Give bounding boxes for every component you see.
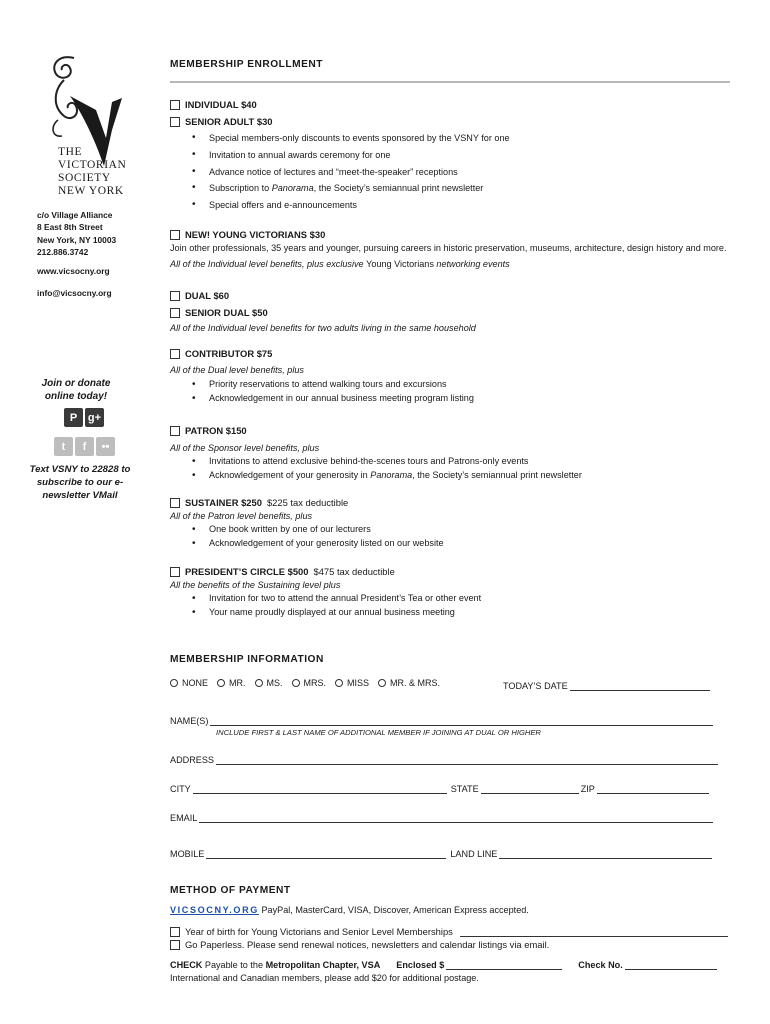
benefit-item: • Special offers and e-announcements — [192, 197, 510, 214]
option-label: NONE — [182, 678, 209, 688]
heading-divider — [170, 81, 730, 83]
benefit-item: • Advance notice of lectures and “meet-the-speaker” receptions — [192, 164, 510, 181]
enrollment-heading: MEMBERSHIP ENROLLMENT — [170, 59, 323, 70]
field-label: TODAY’S DATE — [503, 681, 568, 691]
field-label: EMAIL — [170, 813, 198, 823]
field-label: Go Paperless. Please send renewal notices, newsletters and calendar listings via email. — [185, 939, 550, 950]
benefit-item: • Acknowledgement in our annual business meeting program listing — [192, 392, 474, 406]
checkbox[interactable] — [170, 498, 180, 508]
donate-icons — [64, 408, 104, 427]
online-payment-link[interactable]: VICSOCNY.ORG — [170, 905, 259, 915]
check-number-line[interactable] — [625, 961, 717, 970]
tier-label: SUSTAINER $250 — [185, 497, 262, 508]
desc-text: networking events — [433, 259, 510, 269]
sustainer-benefits — [192, 523, 444, 550]
check-number-label: Check No. — [578, 960, 623, 970]
field-label: MOBILE — [170, 849, 205, 859]
benefit-item: • One book written by one of our lecturers — [192, 523, 444, 537]
field-label: NAME(S) — [170, 716, 209, 726]
text-line: subscribe to our e- — [36, 477, 124, 488]
benefit-item: • Special members-only discounts to events sponsored by the VSNY for one — [192, 130, 510, 147]
option-label: MISS — [347, 678, 370, 688]
title-option-ms[interactable] — [255, 678, 283, 688]
tier-senior-dual[interactable] — [170, 307, 268, 318]
title-option-none[interactable] — [170, 678, 208, 688]
benefit-item: • Invitation to annual awards ceremony for one — [192, 147, 510, 164]
tax-note: $475 tax deductible — [313, 566, 395, 577]
tier-label: PRESIDENT’S CIRCLE $500 — [185, 566, 309, 577]
checkbox[interactable] — [170, 927, 180, 937]
enclosed-amount-line[interactable] — [446, 961, 562, 970]
birth-year-field[interactable] — [170, 926, 730, 937]
twitter-icon[interactable]: t — [54, 437, 73, 456]
join-line: Join or donate — [41, 378, 111, 389]
tier-presidents-circle[interactable] — [170, 566, 395, 577]
benefit-text: Panorama — [271, 183, 314, 194]
tier-dual[interactable] — [170, 290, 229, 301]
title-option-mr-mrs[interactable] — [378, 678, 440, 688]
field-label: ZIP — [580, 784, 595, 794]
google-plus-icon[interactable]: g+ — [85, 408, 104, 427]
checkbox[interactable] — [170, 567, 180, 577]
individual-benefits — [192, 130, 510, 214]
text-line: newsletter VMail — [42, 490, 118, 501]
join-donate-text — [28, 377, 124, 403]
benefit-item: • Priority reservations to attend walking tours and excursions — [192, 378, 474, 392]
field-label: Year of birth for Young Victorians and Senior Level Memberships — [185, 926, 453, 937]
presidents-benefits — [192, 592, 481, 619]
benefit-item: • Invitation for two to attend the annual President’s Tea or other event — [192, 592, 481, 606]
checkbox[interactable] — [170, 940, 180, 950]
address-input-line[interactable] — [216, 756, 718, 765]
benefit-item: • Invitations to attend exclusive behind-the-scenes tours and Patrons-only events — [192, 455, 582, 469]
tier-label: INDIVIDUAL $40 — [185, 99, 257, 110]
payment-methods-text: PayPal, MasterCard, VISA, Discover, American Express accepted. — [261, 905, 529, 915]
tier-label: PATRON $150 — [185, 425, 247, 436]
payment-heading: METHOD OF PAYMENT — [170, 885, 291, 896]
benefit-text: Acknowledgement of your generosity in — [209, 469, 371, 480]
desc-text: All of the Individual level benefits, plus exclusive — [170, 259, 367, 269]
names-field[interactable] — [170, 716, 715, 726]
radio-button[interactable] — [378, 679, 386, 687]
date-input-line[interactable] — [570, 682, 710, 691]
email-link[interactable]: info@vicsocny.org — [37, 288, 112, 298]
radio-button[interactable] — [255, 679, 263, 687]
title-option-mr[interactable] — [217, 678, 246, 688]
checkbox[interactable] — [170, 100, 180, 110]
presidents-description: All the benefits of the Sustaining level plus — [170, 580, 341, 590]
todays-date-field[interactable] — [503, 681, 712, 691]
benefit-item: • Your name proudly displayed at our annual business meeting — [192, 606, 481, 620]
benefit-item — [192, 469, 582, 483]
online-payment-line — [170, 905, 529, 915]
tier-young-victorians[interactable] — [170, 229, 325, 240]
title-option-miss[interactable] — [335, 678, 369, 688]
phone-number: 212.886.3742 — [37, 246, 89, 257]
logo-line: THE — [58, 146, 83, 158]
flickr-icon[interactable]: •• — [96, 437, 115, 456]
benefit-text: Subscription to — [209, 183, 272, 194]
city-input-line[interactable] — [193, 785, 447, 794]
contributor-description: All of the Dual level benefits, plus — [170, 365, 304, 375]
radio-button[interactable] — [170, 679, 178, 687]
email-input-line[interactable] — [199, 814, 713, 823]
address-line: 8 East 8th Street — [37, 222, 103, 233]
radio-button[interactable] — [335, 679, 343, 687]
benefit-text: Panorama — [370, 469, 413, 480]
option-label: MRS. — [303, 678, 327, 688]
tier-contributor[interactable] — [170, 348, 272, 359]
information-heading: MEMBERSHIP INFORMATION — [170, 654, 324, 665]
address-field[interactable] — [170, 755, 720, 765]
checkbox[interactable] — [170, 291, 180, 301]
text-line: Text VSNY to 22828 to — [29, 464, 131, 475]
tier-label: NEW! YOUNG VICTORIANS $30 — [185, 229, 326, 240]
mobile-input-line[interactable] — [206, 850, 446, 859]
field-label: CITY — [170, 784, 191, 794]
payable-text: Payable to the — [204, 960, 264, 970]
benefit-text: , the Society’s semiannual print newsletter — [313, 183, 484, 194]
social-icons — [54, 437, 115, 456]
check-row — [170, 960, 719, 970]
logo-wordmark — [58, 146, 126, 198]
young-benefits — [170, 259, 510, 269]
paypal-icon[interactable]: P — [64, 408, 83, 427]
website-link[interactable]: www.vicsocny.org — [37, 266, 110, 276]
checkbox[interactable] — [170, 230, 180, 240]
field-label: ADDRESS — [170, 755, 214, 765]
mailing-address — [37, 209, 116, 258]
logo-line: NEW YORK — [58, 185, 124, 197]
patron-description: All of the Sponsor level benefits, plus — [170, 443, 320, 453]
benefit-item — [192, 180, 510, 197]
tax-note: $225 tax deductible — [266, 497, 349, 508]
state-input-line[interactable] — [481, 785, 579, 794]
tier-patron[interactable] — [170, 425, 247, 436]
patron-benefits — [192, 455, 582, 482]
chapter-name: Metropolitan Chapter, VSA — [265, 960, 381, 970]
zip-input-line[interactable] — [597, 785, 709, 794]
phone-row — [170, 849, 714, 859]
city-state-zip-row — [170, 784, 711, 794]
join-line: online today! — [44, 391, 108, 402]
radio-button[interactable] — [217, 679, 225, 687]
tier-label: SENIOR ADULT $30 — [185, 116, 273, 127]
checkbox[interactable] — [170, 308, 180, 318]
tier-senior-adult[interactable] — [170, 116, 273, 127]
tier-sustainer[interactable] — [170, 497, 348, 508]
logo-line: SOCIETY — [58, 172, 111, 184]
sustainer-description: All of the Patron level benefits, plus — [170, 511, 313, 521]
checkbox[interactable] — [170, 349, 180, 359]
paperless-option[interactable] — [170, 939, 549, 950]
radio-button[interactable] — [292, 679, 300, 687]
tier-label: DUAL $60 — [185, 290, 230, 301]
tier-label: SENIOR DUAL $50 — [185, 307, 268, 318]
title-option-mrs[interactable] — [292, 678, 327, 688]
young-description: Join other professionals, 35 years and younger, pursuing careers in historic preservation, museums, architecture, design history and more. — [170, 243, 727, 253]
international-note: International and Canadian members, please add $20 for additional postage. — [170, 973, 479, 983]
facebook-icon[interactable]: f — [75, 437, 94, 456]
names-hint: INCLUDE FIRST & LAST NAME OF ADDITIONAL MEMBER IF JOINING AT DUAL OR HIGHER — [216, 728, 541, 737]
check-label: CHECK — [170, 960, 203, 970]
address-line: New York, NY 10003 — [37, 234, 117, 245]
names-input-line[interactable] — [210, 717, 713, 726]
birth-year-input-line[interactable] — [460, 928, 728, 937]
address-line: c/o Village Alliance — [37, 210, 113, 220]
field-label: STATE — [450, 784, 479, 794]
option-label: MR. & MRS. — [390, 678, 441, 688]
benefit-item: • Acknowledgement of your generosity listed on our website — [192, 537, 444, 551]
title-options — [170, 678, 449, 688]
text-subscribe-note — [28, 463, 132, 502]
land-line-input-line[interactable] — [499, 850, 712, 859]
checkbox[interactable] — [170, 117, 180, 127]
option-label: MR. — [229, 678, 246, 688]
enclosed-label: Enclosed $ — [396, 960, 445, 970]
benefit-text: , the Society’s semiannual print newsletter — [412, 469, 582, 480]
field-label: LAND LINE — [450, 849, 498, 859]
tier-individual[interactable] — [170, 99, 257, 110]
option-label: MS. — [266, 678, 283, 688]
email-field[interactable] — [170, 813, 715, 823]
tier-label: CONTRIBUTOR $75 — [185, 348, 273, 359]
dual-description: All of the Individual level benefits for two adults living in the same household — [170, 323, 476, 333]
checkbox[interactable] — [170, 426, 180, 436]
contributor-benefits — [192, 378, 474, 405]
logo-line: VICTORIAN — [58, 159, 127, 171]
desc-text: Young Victorians — [366, 259, 434, 269]
